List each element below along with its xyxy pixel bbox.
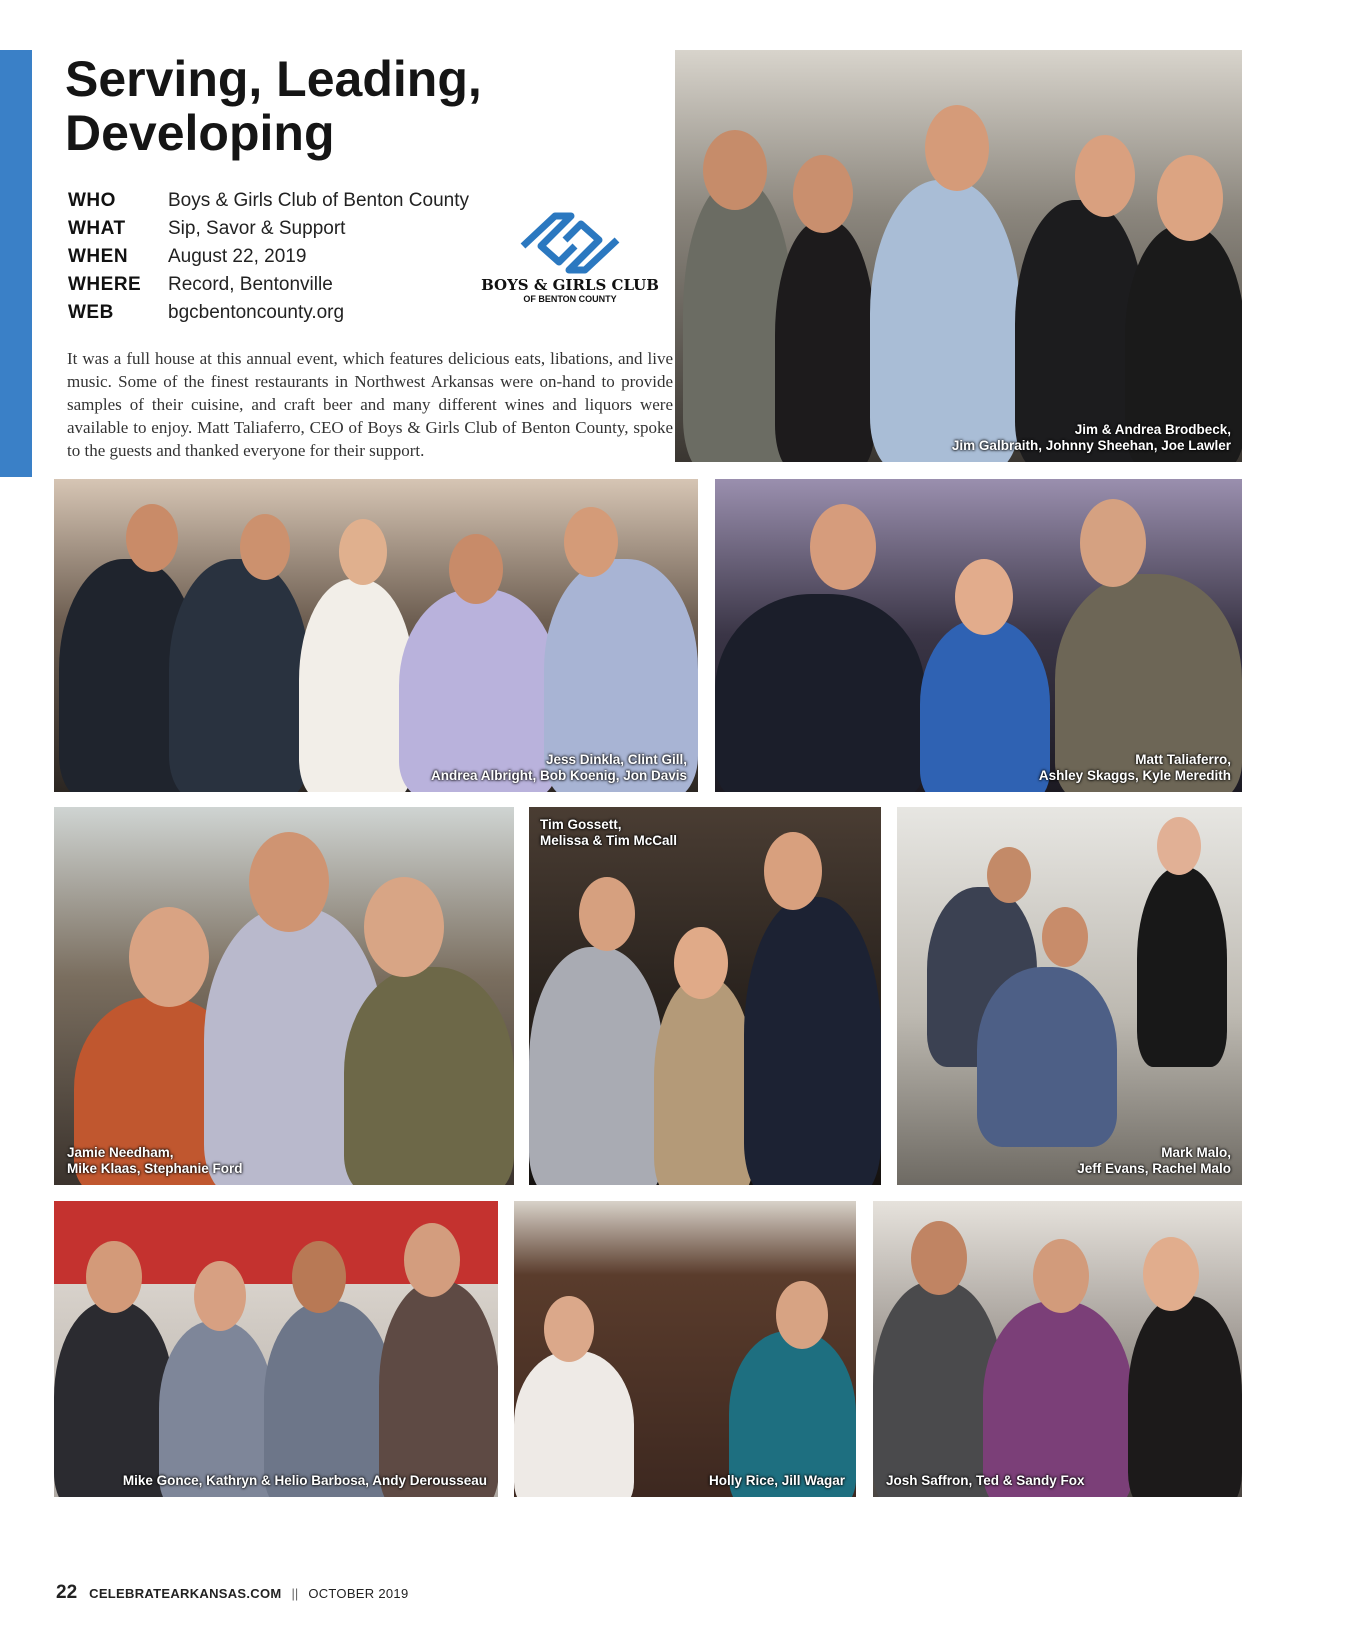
caption-line: Holly Rice, Jill Wagar (708, 1473, 845, 1488)
caption-line: Josh Saffron, Ted & Sandy Fox (886, 1473, 1085, 1488)
detail-who (68, 187, 469, 215)
detail-label: WHEN (68, 246, 129, 267)
photo-caption (1077, 1145, 1231, 1177)
boys-girls-club-logo (470, 212, 670, 312)
photo-caption (540, 817, 677, 849)
detail-when (68, 243, 469, 271)
accent-bar (0, 50, 32, 477)
detail-value: Sip, Savor & Support (168, 218, 346, 239)
caption-line: Jamie Needham, (67, 1145, 174, 1160)
caption-line: Jess Dinkla, Clint Gill, (545, 752, 687, 767)
photo-caption (431, 752, 687, 784)
event-photo-8 (514, 1201, 856, 1497)
photo-caption (1039, 752, 1231, 784)
caption-line: Mark Malo, (1161, 1145, 1231, 1160)
photo-caption (67, 1145, 243, 1177)
caption-line: Melissa & Tim McCall (540, 833, 678, 848)
intro-paragraph: It was a full house at this annual event, which features delicious eats, libations, and live music. Some of the finest restaurants in Northwest Arkansas were on-hand to provide samples of their cuisine, and craft beer and many different wines and liquors were available to enjoy. Matt Taliaferro, CEO of Boys & Girls Club of Benton County, spoke to the guests and thanked everyone for their support. (67, 349, 673, 460)
event-photo-6 (897, 807, 1242, 1185)
detail-label: WHAT (68, 218, 126, 239)
caption-line: Jim & Andrea Brodbeck, (1074, 422, 1231, 437)
hands-logo-icon (515, 212, 625, 274)
detail-value: August 22, 2019 (168, 246, 307, 267)
caption-line: Mike Gonce, Kathryn & Helio Barbosa, Andy Derousseau (122, 1473, 487, 1488)
detail-label: WEB (68, 302, 114, 323)
detail-where (68, 271, 469, 299)
caption-line: Jeff Evans, Rachel Malo (1077, 1161, 1231, 1176)
detail-value: Boys & Girls Club of Benton County (168, 190, 469, 211)
title-line-1: Serving, Leading, (65, 51, 482, 107)
caption-line: Mike Klaas, Stephanie Ford (67, 1161, 243, 1176)
detail-what (68, 215, 469, 243)
caption-line: Andrea Albright, Bob Koenig, Jon Davis (430, 768, 687, 783)
page-footer (56, 1582, 409, 1604)
event-photo-3 (715, 479, 1242, 792)
caption-line: Tim Gossett, (540, 817, 622, 832)
photo-caption (886, 1473, 1085, 1489)
detail-label: WHO (68, 190, 116, 211)
detail-label: WHERE (68, 274, 142, 295)
title-line-2: Developing (65, 105, 335, 161)
event-photo-2 (54, 479, 698, 792)
logo-subtitle: OF BENTON COUNTY (523, 294, 617, 304)
photo-caption (952, 422, 1231, 454)
photo-caption (123, 1473, 487, 1489)
caption-line: Ashley Skaggs, Kyle Meredith (1038, 768, 1231, 783)
event-photo-4 (54, 807, 514, 1185)
page-number: 22 (56, 1582, 78, 1603)
photo-caption (709, 1473, 845, 1489)
caption-line: Matt Taliaferro, (1135, 752, 1231, 767)
event-details (68, 187, 469, 327)
event-photo-5 (529, 807, 881, 1185)
detail-value: Record, Bentonville (168, 274, 333, 295)
footer-date: OCTOBER 2019 (308, 1586, 409, 1601)
event-photo-7 (54, 1201, 498, 1497)
page-title (65, 52, 482, 160)
footer-separator: || (291, 1586, 299, 1601)
event-photo-1 (675, 50, 1242, 462)
caption-line: Jim Galbraith, Johnny Sheehan, Joe Lawler (951, 438, 1231, 453)
detail-value: bgcbentoncounty.org (168, 302, 345, 323)
detail-web (68, 299, 469, 327)
logo-name: BOYS & GIRLS CLUB (481, 276, 659, 294)
event-photo-9 (873, 1201, 1242, 1497)
footer-site: CELEBRATEARKANSAS.COM (89, 1586, 282, 1601)
